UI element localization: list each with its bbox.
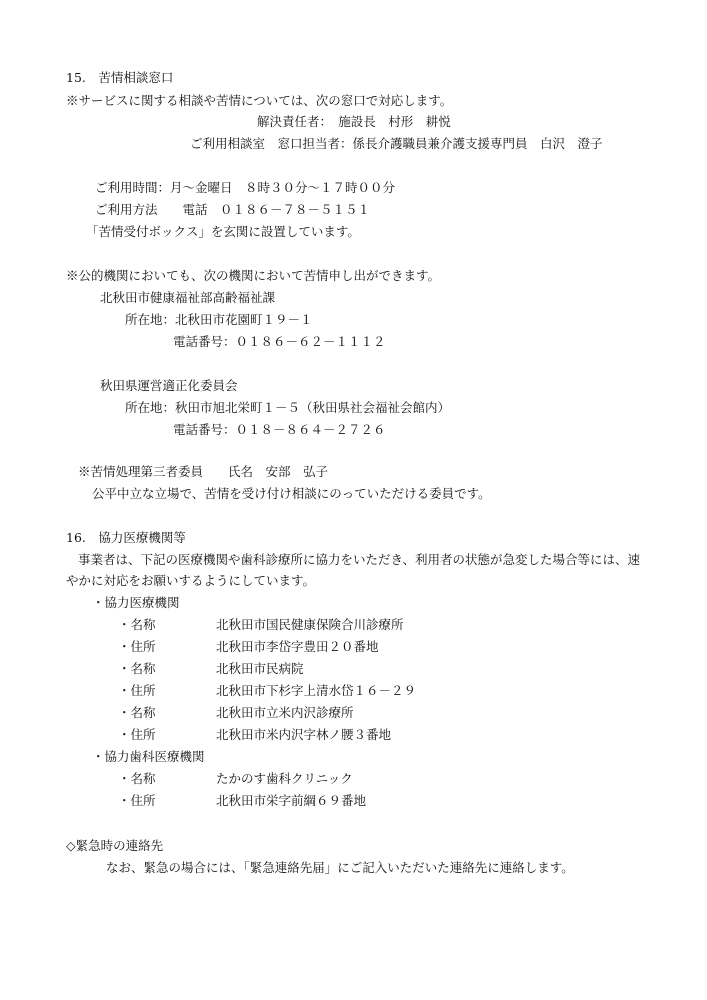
medical-item-key: ・名称 (118, 661, 156, 676)
emergency-text: なお、緊急の場合には、「緊急連絡先届」にご記入いただいた連絡先に連絡します。 (106, 860, 574, 875)
resolver-line: 解決責任者： 施設長 村形 耕悦 (257, 114, 451, 129)
contact-line: ご利用相談室 窓口担当者：係長介護職員兼介護支援専門員 白沢 澄子 (190, 136, 603, 151)
section16-heading: 16. 協力医療機関等 (66, 530, 186, 545)
third-party-line: ※苦情処理第三者委員 氏名 安部 弘子 (78, 464, 329, 479)
dental-item-key: ・名称 (118, 771, 156, 786)
medical-item-key: ・住所 (118, 683, 156, 698)
box-line: 「苦情受付ボックス」を玄関に設置しています。 (86, 224, 360, 239)
method-line: ご利用方法 電話 ０１８６－７８－５１５１ (95, 202, 371, 217)
agency1-address: 所在地：北秋田市花園町１９－１ (125, 312, 313, 327)
dental-label: ・協力歯科医療機関 (92, 749, 205, 764)
medical-item-key: ・名称 (118, 617, 156, 632)
dental-item-value: 北秋田市栄字前綱６９番地 (216, 793, 367, 808)
medical-item-key: ・名称 (118, 705, 156, 720)
dental-item-key: ・住所 (118, 793, 156, 808)
section16-intro-1: 事業者は、下記の医療機関や歯科診療所に協力をいただき、利用者の状態が急変した場合等には、速 (78, 552, 641, 567)
section15-intro: ※サービスに関する相談や苦情については、次の窓口で対応します。 (66, 93, 453, 108)
agency2-name: 秋田県運営適正化委員会 (100, 378, 238, 393)
medical-item-value: 北秋田市民病院 (216, 661, 304, 676)
section15-heading: 15. 苦情相談窓口 (66, 70, 174, 85)
agency1-phone: 電話番号：０１８６－６２－１１１２ (173, 334, 386, 349)
medical-item-value: 北秋田市下杉字上清水岱１６－２９ (216, 683, 417, 698)
agency2-address: 所在地：秋田市旭北栄町１－５（秋田県社会福祉会館内） (125, 400, 451, 415)
emergency-heading: ◇緊急時の連絡先 (66, 838, 164, 853)
medical-label: ・協力医療機関 (92, 595, 180, 610)
medical-item-value: 北秋田市立米内沢診療所 (216, 705, 354, 720)
medical-item-value: 北秋田市米内沢字林ノ腰３番地 (216, 727, 392, 742)
dental-item-value: たかのす歯科クリニック (216, 771, 353, 786)
medical-item-key: ・住所 (118, 727, 156, 742)
section16-intro-2: やかに対応をお願いするようにしています。 (66, 573, 316, 588)
public-intro: ※公的機関においても、次の機関において苦情申し出ができます。 (66, 268, 441, 283)
agency2-phone: 電話番号：０１８－８６４－２７２６ (173, 422, 386, 437)
third-party-desc: 公平中立な立場で、苦情を受け付け相談にのっていただける委員です。 (92, 486, 491, 501)
hours-line: ご利用時間：月～金曜日 ８時３０分～１７時００分 (95, 180, 396, 195)
agency1-name: 北秋田市健康福祉部高齢福祉課 (100, 290, 276, 305)
medical-item-value: 北秋田市国民健康保険合川診療所 (216, 617, 404, 632)
medical-item-key: ・住所 (118, 639, 156, 654)
medical-item-value: 北秋田市李岱字豊田２０番地 (216, 639, 379, 654)
